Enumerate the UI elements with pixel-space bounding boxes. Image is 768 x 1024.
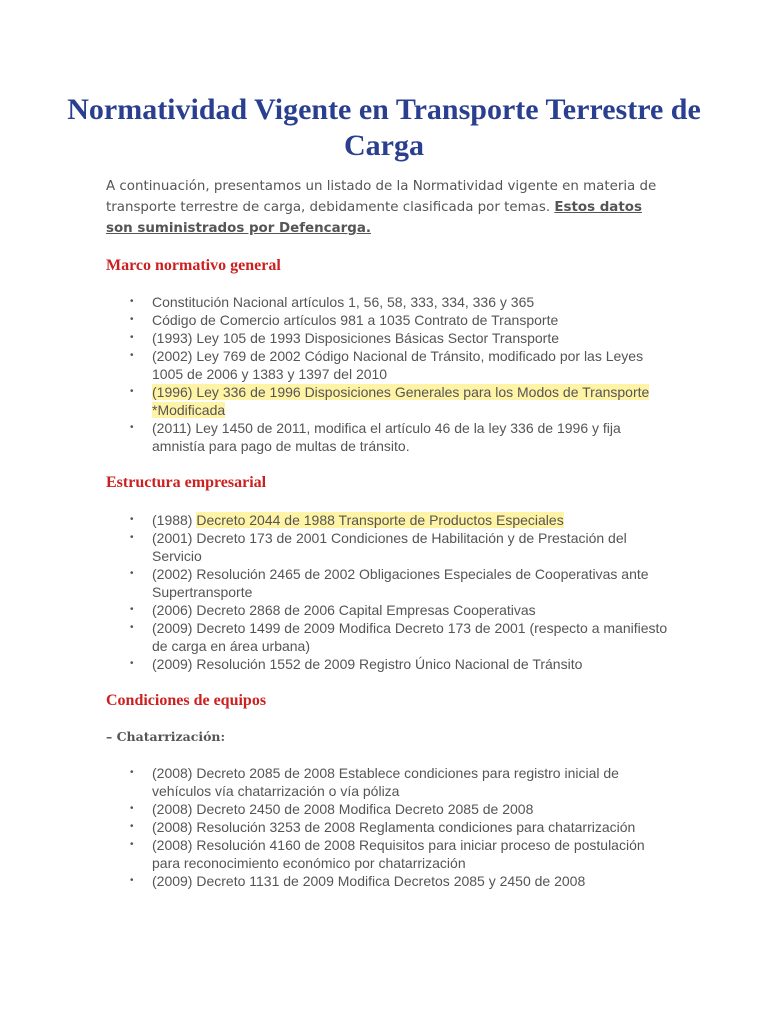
list-item: [0, 347, 670, 383]
list-item-text: Constitución Nacional artículos 1, 56, 58, 333, 334, 336 y 365: [152, 294, 535, 310]
list-item-text: (2009) Decreto 1131 de 2009 Modifica Decretos 2085 y 2450 de 2008: [152, 873, 586, 889]
list-estructura: [0, 511, 768, 673]
section-heading-estructura: Estructura empresarial: [106, 474, 267, 491]
list-item: [0, 818, 670, 836]
list-item-text: Código de Comercio artículos 981 a 1035 Contrato de Transporte: [152, 312, 559, 328]
list-item: [0, 311, 670, 329]
list-item-text: (2008) Resolución 4160 de 2008 Requisitos para iniciar proceso de postulación para reconocimiento económico por chatarrización: [152, 837, 645, 871]
bullet-icon: •: [130, 386, 134, 397]
bullet-icon: •: [130, 422, 134, 433]
section-heading-marco: Marco normativo general: [106, 257, 281, 274]
bullet-icon: •: [130, 821, 134, 832]
list-item: [0, 329, 670, 347]
list-item: [0, 419, 670, 455]
list-item-text: (2002) Ley 769 de 2002 Código Nacional de Tránsito, modificado por las Leyes 1005 de 2006 y 1383 y 1397 del 2010: [152, 348, 644, 382]
list-item-text: (2011) Ley 1450 de 2011, modifica el artículo 46 de la ley 336 de 1996 y fija amnistía para pago de multas de tránsito.: [152, 420, 621, 454]
bullet-icon: •: [130, 658, 134, 669]
bullet-icon: •: [130, 622, 134, 633]
bullet-icon: •: [130, 568, 134, 579]
list-condiciones: [0, 764, 768, 890]
list-item: [0, 529, 670, 565]
list-item-text: (2001) Decreto 173 de 2001 Condiciones de Habilitación y de Prestación del Servicio: [152, 530, 627, 564]
list-item: [0, 872, 670, 890]
list-item: [0, 565, 670, 601]
bullet-icon: •: [130, 875, 134, 886]
list-item: [0, 655, 670, 673]
subheading-chatarrizacion: – Chatarrización:: [106, 729, 226, 744]
list-marco: [0, 293, 768, 455]
bullet-icon: •: [130, 532, 134, 543]
section-heading-condiciones: Condiciones de equipos: [106, 692, 267, 709]
list-item: [0, 601, 670, 619]
page-title: Normatividad Vigente en Transporte Terrestre de Carga: [67, 93, 701, 162]
bullet-icon: •: [130, 803, 134, 814]
list-item-text: (2008) Decreto 2450 de 2008 Modifica Decreto 2085 de 2008: [152, 801, 534, 817]
list-item-text: (2009) Decreto 1499 de 2009 Modifica Decreto 173 de 2001 (respecto a manifiesto de carga en área urbana): [152, 620, 668, 654]
list-item-text: (1993) Ley 105 de 1993 Disposiciones Básicas Sector Transporte: [152, 330, 560, 346]
list-item-text: (2009) Resolución 1552 de 2009 Registro Único Nacional de Tránsito: [152, 656, 583, 672]
list-item: [0, 293, 670, 311]
list-item-text: (2002) Resolución 2465 de 2002 Obligaciones Especiales de Cooperativas ante Supertransporte: [152, 566, 649, 600]
intro-paragraph: [106, 176, 666, 239]
list-item-highlight: Decreto 2044 de 1988 Transporte de Productos Especiales: [196, 512, 564, 528]
intro-source-link[interactable]: Estos datos son suministrados por Defencarga.: [106, 200, 642, 236]
list-item: [0, 800, 670, 818]
bullet-icon: •: [130, 839, 134, 850]
list-item: [0, 383, 670, 419]
bullet-icon: •: [130, 514, 134, 525]
list-item-text: (1988): [152, 512, 197, 528]
list-item-text: (2008) Resolución 3253 de 2008 Reglamenta condiciones para chatarrización: [152, 819, 636, 835]
list-item: [0, 511, 670, 529]
list-item: [0, 764, 670, 800]
bullet-icon: •: [130, 350, 134, 361]
bullet-icon: •: [130, 767, 134, 778]
bullet-icon: •: [130, 296, 134, 307]
list-item: [0, 619, 670, 655]
bullet-icon: •: [130, 314, 134, 325]
list-item: [0, 836, 670, 872]
list-item-highlight: (1996) Ley 336 de 1996 Disposiciones Generales para los Modos de Transporte *Modificada: [152, 384, 650, 418]
list-item-text: (2006) Decreto 2868 de 2006 Capital Empresas Cooperativas: [152, 602, 536, 618]
bullet-icon: •: [130, 332, 134, 343]
list-item-text: (2008) Decreto 2085 de 2008 Establece condiciones para registro inicial de vehículos vía chatarrización o vía póliza: [152, 765, 619, 799]
intro-text: A continuación, presentamos un listado de la Normatividad vigente en materia de transporte terrestre de carga, debidamente clasificada por temas.: [106, 179, 657, 215]
bullet-icon: •: [130, 604, 134, 615]
